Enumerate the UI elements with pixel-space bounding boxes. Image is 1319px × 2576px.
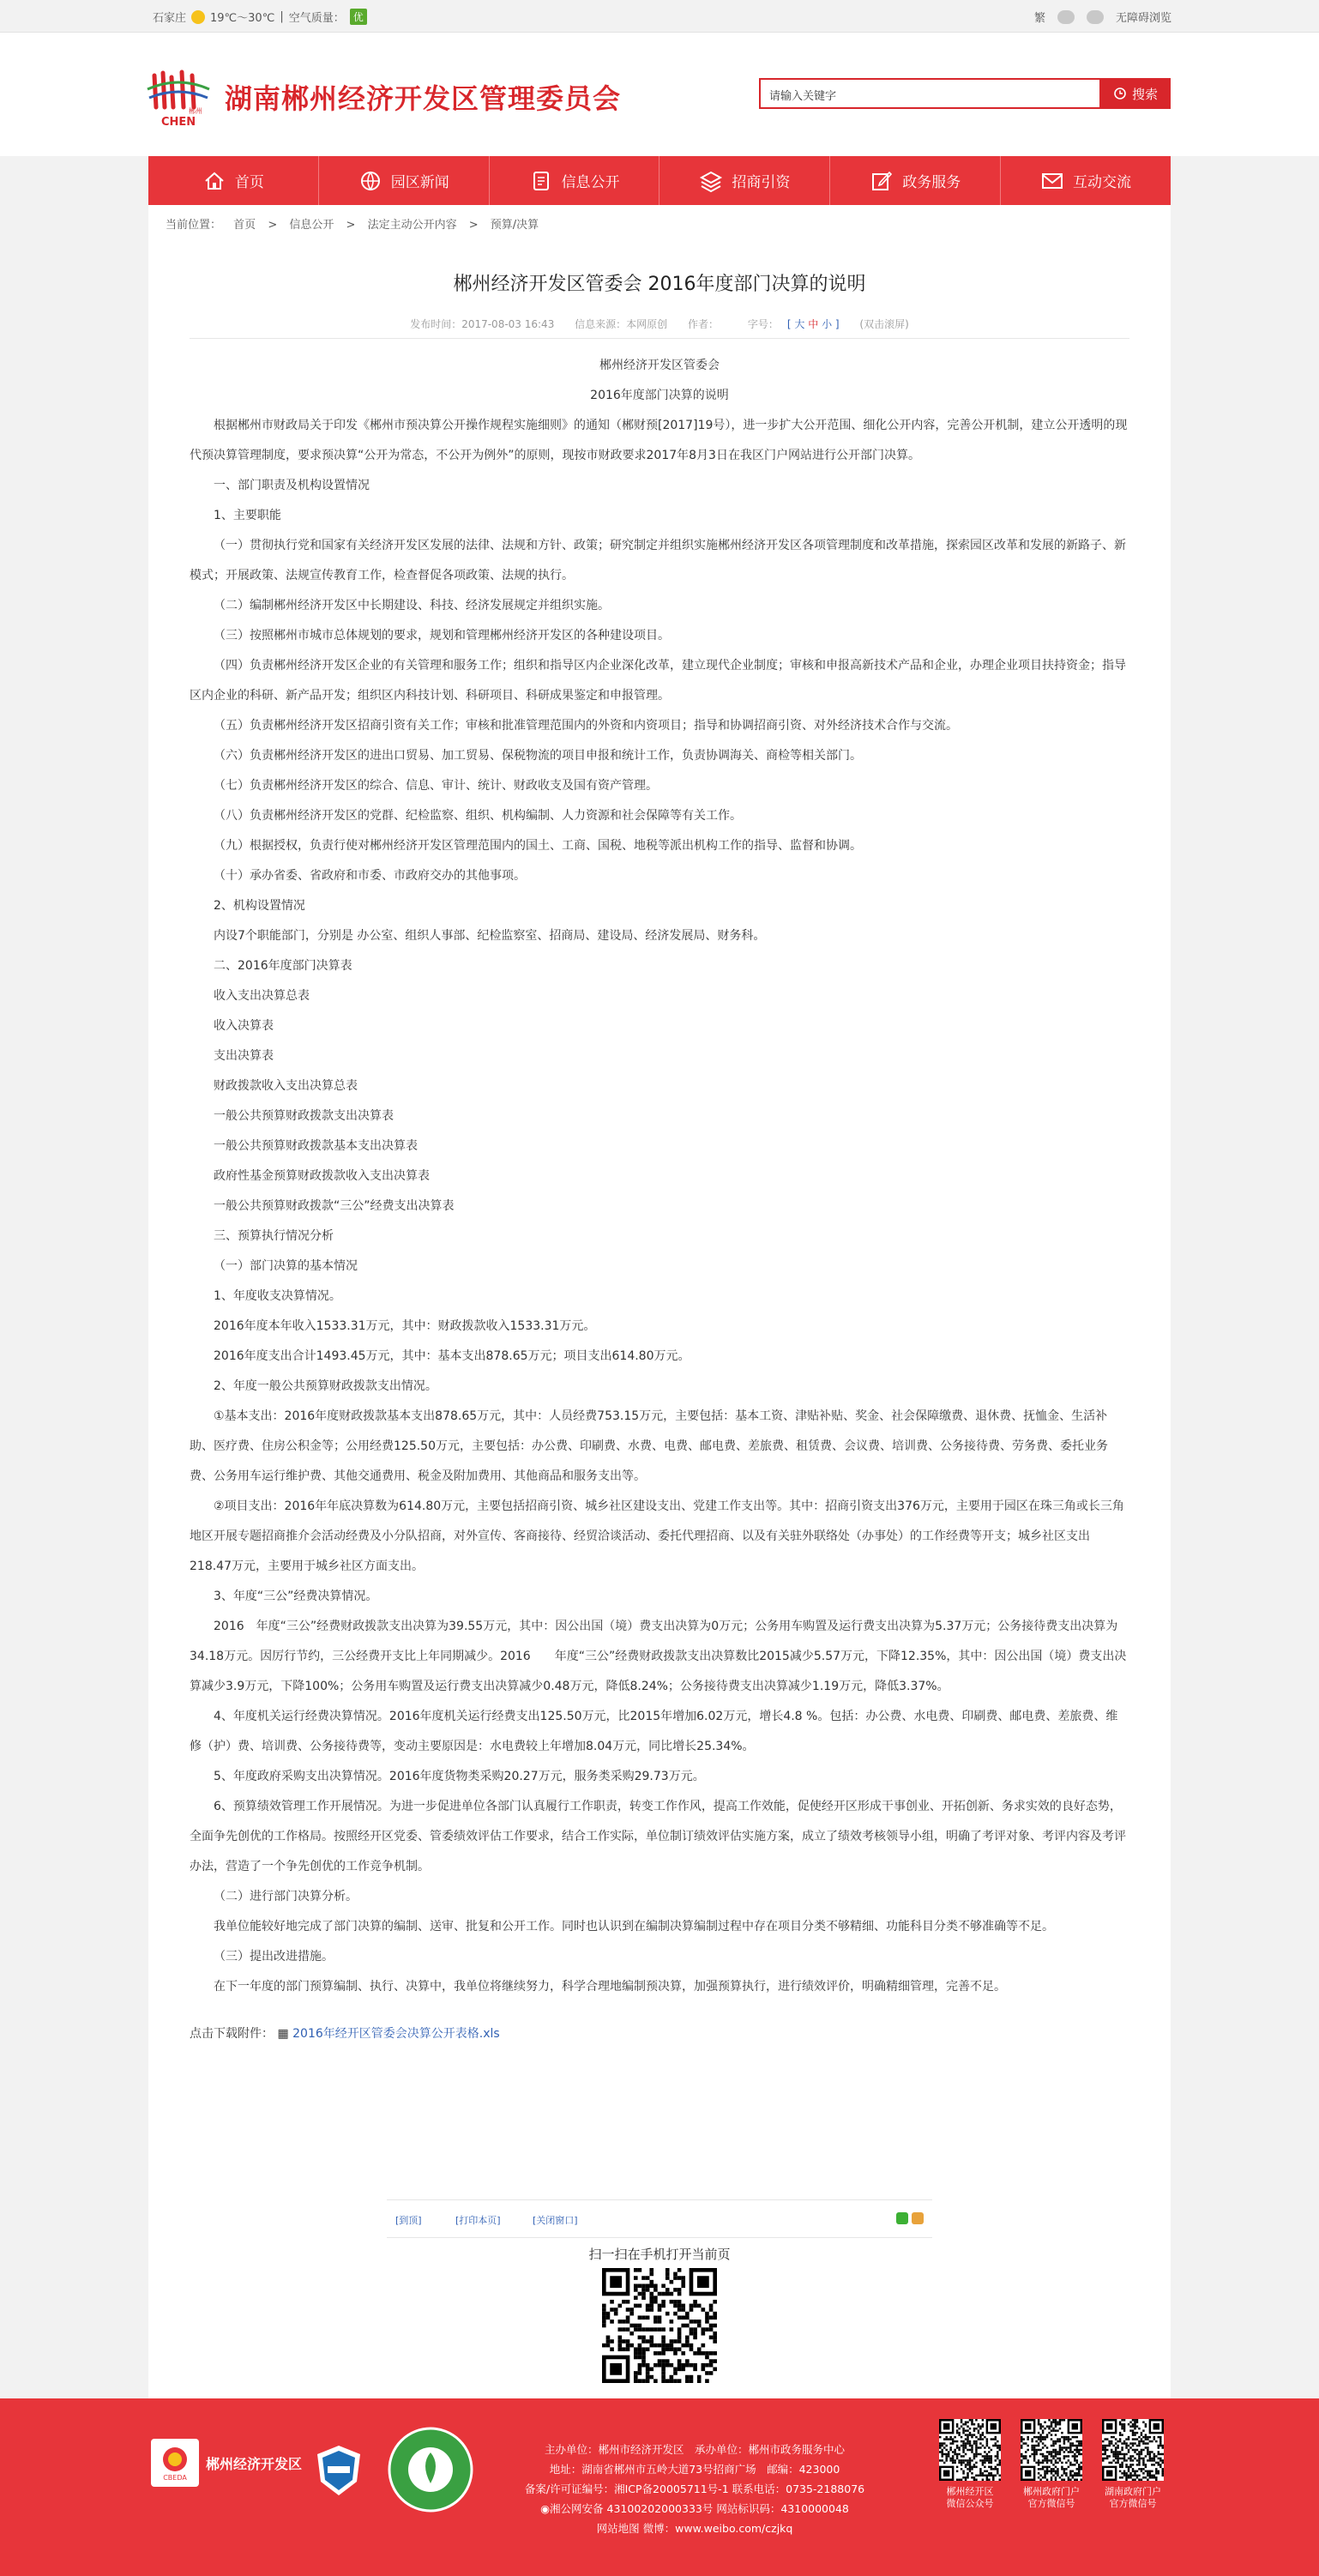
footer-qr-3 [1099, 2419, 1167, 2510]
breadcrumb-item-budget[interactable]: 预算/决算 [490, 219, 539, 232]
logo-latin-text: CHEN [161, 116, 196, 129]
nav-item-label: 互动交流 [1073, 174, 1132, 191]
breadcrumb-prefix: 当前位置： [166, 219, 222, 232]
footer-police-record[interactable]: ◉湘公网安备 43100202000333号 网站标识码：4310000048 [540, 2502, 849, 2515]
site-footer [0, 2398, 1319, 2576]
qr-code-icon [1021, 2419, 1082, 2481]
qr-code-icon [1102, 2419, 1164, 2481]
excel-file-icon: ▦ [277, 2027, 289, 2041]
article-paragraph: （六）负责郴州经济开发区的进出口贸易、加工贸易、保税物流的项目申报和统计工作，负责协调海关、商检等相关部门。 [214, 749, 862, 763]
article-paragraph: 4、年度机关运行经费决算情况。2016年度机关运行经费支出125.50万元，比2015年增加6.02万元，增长4.8 %。包括：办公费、水电费、印刷费、邮电费、差旅费、维修（护）费、培训费、公务接待费等，变动主要原因是：水电费较上年增加8.04万元，同比增长25.34%。 [190, 1710, 1118, 1753]
article-title: 郴州经济开发区管委会 2016年度部门决算的说明 [453, 274, 866, 295]
info-source: 信息来源：本网原创 [575, 318, 668, 330]
separator: | [280, 10, 284, 23]
search-icon [1113, 87, 1127, 100]
article-paragraph: 一般公共预算财政拨款“三公”经费支出决算表 [214, 1199, 455, 1213]
article-paragraph: （十）承办省委、省政府和市委、市政府交办的其他事项。 [214, 869, 526, 883]
search-input[interactable]: 请输入关键字 [759, 78, 1101, 109]
nav-item-label: 政务服务 [902, 174, 961, 191]
publish-time: 发布时间：2017-08-03 16:43 [410, 318, 555, 330]
font-size-small[interactable]: 小 [822, 318, 833, 330]
qr-code-icon [939, 2419, 1001, 2481]
breadcrumb-item-statutory[interactable]: 法定主动公开内容 [367, 219, 457, 232]
footer-info [480, 2440, 909, 2538]
footer-qr-2 [1017, 2419, 1086, 2510]
qr-caption-line2: 微信公众号 [946, 2498, 994, 2509]
weather-widget [153, 9, 367, 25]
close-window-link[interactable]: [关闭窗口] [533, 2215, 578, 2226]
site-header [0, 33, 1319, 156]
article-paragraph: 1、主要职能 [214, 509, 281, 522]
site-title[interactable]: 湖南郴州经济开发区管理委员会 [225, 82, 622, 115]
breadcrumb-sep: > [268, 219, 278, 232]
wechat-icon[interactable] [1087, 10, 1104, 24]
article-paragraph: 在下一年度的部门预算编制、执行、决算中，我单位将继续努力，科学合理地编制预决算，加强预算执行，进行绩效评价，明确精细管理，完善不足。 [214, 1980, 1006, 1994]
article-paragraph: （九）根据授权，负责行使对郴州经济开发区管理范围内的国土、工商、国税、地税等派出机构工作的指导、监督和协调。 [214, 839, 862, 853]
civilization-unit-badge-icon[interactable] [388, 2427, 473, 2513]
nav-item-info[interactable] [490, 156, 660, 205]
footer-icp[interactable]: 备案/许可证编号：湘ICP备20005711号-1 联系电话：0735-2188076 [524, 2482, 865, 2495]
article-paragraph: 收入决算表 [214, 1019, 274, 1033]
qr-caption-line1: 郴州政府门户 [1023, 2486, 1080, 2497]
nav-item-home[interactable] [148, 156, 319, 205]
print-page-link[interactable]: [打印本页] [455, 2215, 501, 2226]
sun-icon [191, 10, 205, 24]
article-paragraph: 2、机构设置情况 [214, 899, 305, 913]
article-body [190, 351, 1129, 2049]
nav-item-interaction[interactable] [1001, 156, 1171, 205]
article-paragraph: 一般公共预算财政拨款支出决算表 [214, 1109, 394, 1123]
article-paragraph: 三、预算执行情况分析 [214, 1229, 334, 1243]
article-paragraph: （三）按照郴州市城市总体规划的要求，规划和管理郴州经济开发区的各种建设项目。 [214, 629, 670, 642]
article-paragraph: ①基本支出：2016年度财政拨款基本支出878.65万元，其中：人员经费753.15万元，主要包括：基本工资、津贴补贴、奖金、社会保障缴费、退休费、抚恤金、生活补助、医疗费、住房公积金等；公用经费125.50万元，主要包括：办公费、印刷费、水费、电费、邮电费、差旅费、租赁费、会议费、培训费、公务接待费、劳务费、委托业务费、公务用车运行维护费、其他交通费用、税金及附加费用、其他商品和服务支出等。 [190, 1409, 1108, 1483]
article-paragraph: 根据郴州市财政局关于印发《郴州市预决算公开操作规程实施细则》的通知（郴财预[2017]19号），进一步扩大公开范围、细化公开内容，完善公开机制，建立公开透明的现代预决算管理制度，要求预决算“公开为常态，不公开为例外”的原则，现按市财政要求2017年8月3日在我区门户网站进行公开部门决算。 [190, 419, 1128, 462]
article-paragraph: （二）编制郴州经济开发区中长期建设、科技、经济发展规定并组织实施。 [214, 599, 610, 612]
weibo-icon[interactable] [1057, 10, 1075, 24]
main-nav [148, 156, 1171, 205]
article-paragraph: 郴州经济开发区管委会 [599, 359, 720, 372]
article-paragraph: 2、年度一般公共预算财政拨款支出情况。 [214, 1379, 437, 1393]
article-meta [148, 317, 1171, 331]
article-paragraph: 收入支出决算总表 [214, 989, 310, 1003]
nav-item-news[interactable] [319, 156, 490, 205]
nav-item-label: 招商引资 [732, 174, 791, 191]
font-size-bracket: [ [786, 318, 792, 330]
breadcrumb-item-info[interactable]: 信息公开 [289, 219, 334, 232]
aqi-label: 空气质量： [288, 12, 345, 25]
article-paragraph: 内设7个职能部门，分别是 办公室、组织人事部、纪检监察室、招商局、建设局、经济发展局、财务科。 [214, 929, 766, 943]
qr-caption-line2: 官方微信号 [1109, 2498, 1157, 2509]
attachment-link[interactable]: 2016年经开区管委会决算公开表格.xls [292, 2027, 500, 2041]
article-paragraph: （五）负责郴州经济开发区招商引资有关工作；审核和批准管理范围内的外资和内资项目；指导和协调招商引资、对外经济技术合作与交流。 [214, 719, 958, 733]
mail-icon [1040, 169, 1064, 193]
aqi-badge: 优 [350, 9, 367, 25]
document-icon [529, 169, 553, 193]
article-paragraph: 支出决算表 [214, 1049, 274, 1063]
article-paragraph: （七）负责郴州经济开发区的综合、信息、审计、统计、财政收支及国有资产管理。 [214, 779, 658, 793]
article-paragraph: 2016年度部门决算的说明 [590, 389, 729, 402]
attachment-label: 点击下载附件： [190, 2027, 274, 2041]
footer-address: 地址：湖南省郴州市五岭大道73号招商广场 邮编：423000 [549, 2463, 840, 2476]
topbar-tools [1034, 9, 1171, 25]
footer-logo [151, 2439, 302, 2487]
article-paragraph: （四）负责郴州经济开发区企业的有关管理和服务工作；组织和指导区内企业深化改革，建立现代企业制度；审核和申报高新技术产品和企业，办理企业项目扶持资金；指导区内企业的科研、新产品开发；组织区内科技计划、科研项目、科研成果鉴定和申报管理。 [190, 659, 1126, 703]
footer-weibo[interactable]: 网站地图 微博：www.weibo.com/czjkq [596, 2522, 793, 2535]
breadcrumb-sep: > [346, 219, 356, 232]
article-paragraph: （二）进行部门决算分析。 [214, 1890, 358, 1903]
author: 作者： [688, 318, 720, 330]
footer-host: 主办单位：郴州市经济开发区 [544, 2443, 684, 2456]
dblclick-scroll: (双击滚屏) [859, 318, 909, 330]
article-paragraph: （一）部门决算的基本情况 [214, 1259, 358, 1273]
font-size-large[interactable]: 大 [794, 318, 805, 330]
qr-caption-line2: 官方微信号 [1027, 2498, 1075, 2509]
qr-caption-line1: 湖南政府门户 [1105, 2486, 1161, 2497]
public-institution-badge-icon[interactable] [316, 2444, 362, 2497]
footer-qr-1 [936, 2419, 1004, 2510]
city-name: 石家庄 [153, 12, 187, 25]
font-size-bracket: ] [834, 318, 840, 330]
nav-item-label: 信息公开 [561, 174, 620, 191]
home-icon [202, 169, 226, 193]
nav-item-investment[interactable] [660, 156, 830, 205]
globe-icon [358, 169, 382, 193]
qr-caption-line1: 郴州经开区 [946, 2486, 994, 2497]
cbeda-logo-icon [151, 2439, 199, 2487]
article-paragraph: 政府性基金预算财政拨款收入支出决算表 [214, 1169, 430, 1183]
article-paragraph: 一、部门职责及机构设置情况 [214, 479, 370, 492]
edit-icon [870, 169, 894, 193]
article-paragraph: 2016年度本年收入1533.31万元，其中：财政拨款收入1533.31万元。 [214, 1319, 596, 1333]
weibo-share-icon[interactable] [912, 2212, 924, 2224]
font-size-label: 字号： [747, 318, 779, 330]
article-paragraph: ②项目支出：2016年年底决算数为614.80万元，主要包括招商引资、城乡社区建设支出、党建工作支出等。其中：招商引资支出376万元，主要用于园区在珠三角或长三角地区开展专题招商推介会活动经费及小分队招商，对外宣传、客商接待、经贸洽谈活动、委托代理招商、以及有关驻外联络处（办事处）的工作经费等开支；城乡社区支出218.47万元，主要用于城乡社区方面支出。 [190, 1499, 1124, 1573]
font-size-switch [739, 318, 840, 330]
accessible-browse-link[interactable]: 无障碍浏览 [1115, 12, 1171, 25]
layers-icon [699, 169, 723, 193]
traditional-chinese-link[interactable]: 繁 [1033, 12, 1045, 25]
breadcrumb [166, 215, 547, 232]
temperature: 19℃～30℃ [210, 12, 275, 25]
police-badge-icon: ◉ [540, 2502, 551, 2515]
qr-caption: 扫一扫在手机打开当前页 [588, 2247, 731, 2262]
search-button[interactable] [1100, 78, 1171, 109]
article-paragraph: 2016年度支出合计1493.45万元，其中：基本支出878.65万元；项目支出614.80万元。 [214, 1349, 690, 1363]
top-bar [0, 0, 1319, 33]
article-paragraph: （一）贯彻执行党和国家有关经济开发区发展的法律、法规和方针、政策；研究制定并组织实施郴州经济开发区各项管理制度和改革措施，探索园区改革和发展的新路子、新模式；开展政策、法规宣传教育工作，检查督促各项政策、法规的执行。 [190, 539, 1126, 582]
breadcrumb-sep: > [468, 219, 479, 232]
nav-item-gov-service[interactable] [830, 156, 1001, 205]
article-paragraph: 财政拨款收入支出决算总表 [214, 1079, 358, 1093]
article-paragraph: 6、预算绩效管理工作开展情况。为进一步促进单位各部门认真履行工作职责，转变工作作风，提高工作效能，促使经开区形成干事创业、开拓创新、务求实效的良好态势，全面争先创优的工作格局。按照经开区党委、管委绩效评估工作要求，结合工作实际，单位制订绩效评估实施方案，成立了绩效考核领导小组，明确了考评对象、考评内容及考评办法，营造了一个争先创优的工作竞争机制。 [190, 1800, 1126, 1873]
article-paragraph: 5、年度政府采购支出决算情况。2016年度货物类采购20.27万元，服务类采购29.73万元。 [214, 1770, 705, 1783]
font-size-medium[interactable]: 中 [808, 318, 819, 330]
article-paragraph: （三）提出改进措施。 [214, 1950, 334, 1964]
footer-logo-name: 郴州经济开发区 [206, 2455, 303, 2472]
article-actions [387, 2199, 932, 2238]
article-paragraph: 1、年度收支决算情况。 [214, 1289, 341, 1303]
article-paragraph: 一般公共预算财政拨款基本支出决算表 [214, 1139, 418, 1153]
article-paragraph: （八）负责郴州经济开发区的党群、纪检监察、组织、机构编制、人力资源和社会保障等有关工作。 [214, 809, 742, 823]
article-paragraph: 3、年度“三公”经费决算情况。 [214, 1590, 378, 1603]
nav-item-label: 首页 [234, 174, 264, 191]
site-logo-icon[interactable] [144, 69, 213, 129]
footer-organizer: 承办单位：郴州市政务服务中心 [695, 2443, 846, 2456]
page-qr-code-icon [602, 2268, 717, 2383]
article-paragraph: 2016 年度“三公”经费财政拨款支出决算为39.55万元，其中：因公出国（境）费支出决算为0万元；公务用车购置及运行费支出决算为5.37万元；公务接待费支出决算为34.18万元。因厉行节约，三公经费开支比上年同期减少。2016 年度“三公”经费财政拨款支出决算数比2015减少5.57万元，下降12.35%，其中：因公出国（境）费支出决算减少3.9万元，下降100%；公务用车购置及运行费支出决算减少0.48万元，降低8.24%；公务接待费支出决算减少1.19万元，降低3.37%。 [190, 1620, 1127, 1693]
nav-item-label: 园区新闻 [390, 174, 449, 191]
attachment [190, 2019, 1129, 2049]
article-paragraph: 我单位能较好地完成了部门决算的编制、送审、批复和公开工作。同时也认识到在编制决算编制过程中存在项目分类不够精细、功能科目分类不够准确等不足。 [214, 1920, 1054, 1934]
article-paragraph: 二、2016年度部门决算表 [214, 959, 352, 973]
back-to-top-link[interactable]: [到顶] [395, 2215, 422, 2226]
search-button-label: 搜索 [1131, 86, 1158, 102]
article-page [148, 205, 1171, 2398]
share-buttons [896, 2212, 924, 2224]
cbeda-text: CBEDA [163, 2474, 187, 2482]
breadcrumb-item-home[interactable]: 首页 [233, 219, 256, 232]
divider [190, 338, 1129, 339]
logo-small-text: 郴州 [189, 107, 202, 115]
wechat-share-icon[interactable] [896, 2212, 908, 2224]
